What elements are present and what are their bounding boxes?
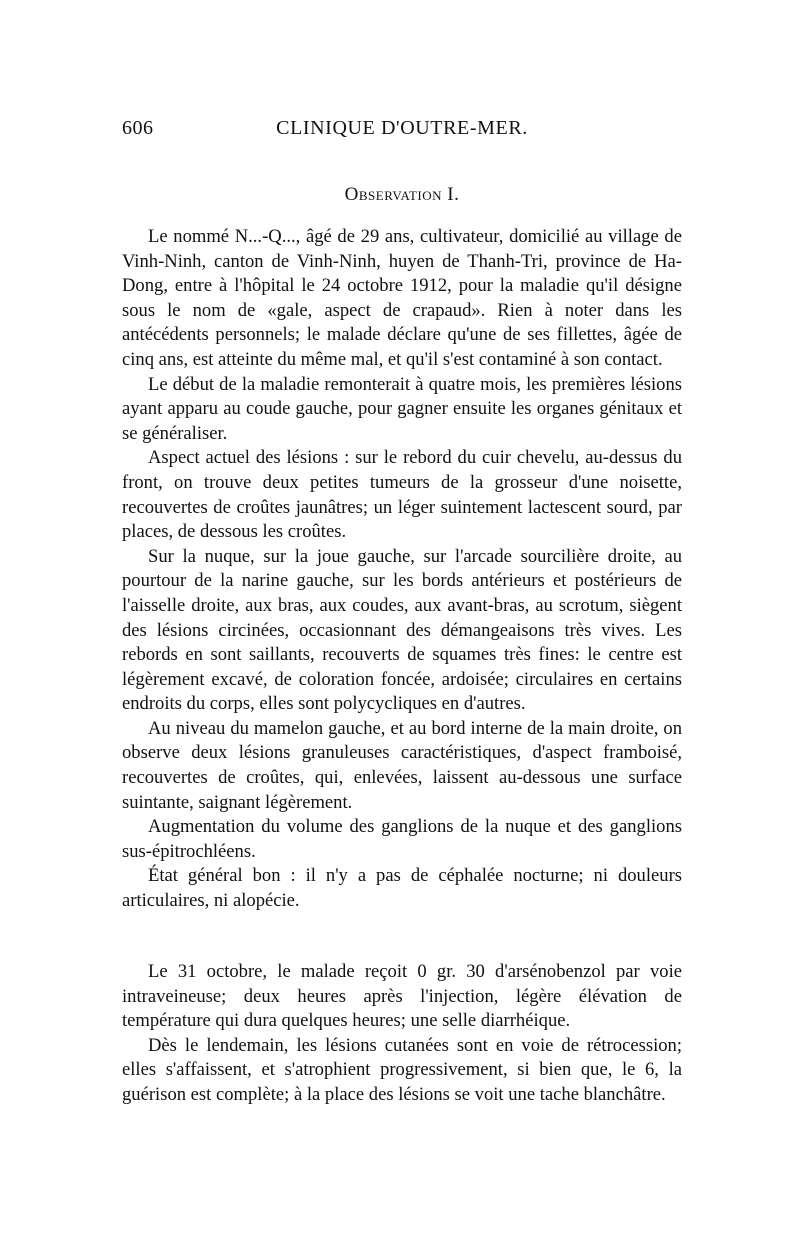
page-number: 606 (122, 117, 154, 139)
paragraph-current-aspect: Aspect actuel des lésions : sur le rebord du cuir chevelu, au-dessus du front, on trouve deux petites tumeurs de la grosseur d'une noisette, recouvertes de croûtes jaunâtres; un léger suintement lactescent sourd, par places, de dessous les croûtes. (122, 447, 682, 543)
paragraph-outcome: Dès le lendemain, les lésions cutanées sont en voie de rétrocession; elles s'affaissent, et s'atrophient progressivement, si bien que, le 6, la guérison est complète; à la place des lésions se voit une tache blanchâtre. (122, 1034, 682, 1105)
paragraph-circinate-lesions: Sur la nuque, sur la joue gauche, sur l'arcade sourcilière droite, au pourtour de la narine gauche, sur les bords antérieurs et postérieurs de l'aisselle droite, aux bras, aux coudes, aux avant-bras, au scrotum, siègent des lésions circinées, occasionnant des démangeaisons très vives. Les rebords en sont saillants, recouverts de squames très fines: le centre est légèrement excavé, de coloration foncée, ardoisée; circulaires en certains endroits du corps, elles sont polycycliques en d'autres. (122, 545, 682, 715)
observation-body (122, 225, 682, 914)
paragraph-granular-lesions: Au niveau du mamelon gauche, et au bord interne de la main droite, on observe deux lésions granuleuses caractéristiques, d'aspect framboisé, recouvertes de croûtes, qui, enlevées, laissent au-dessous une surface suintante, saignant légèrement. (122, 717, 682, 813)
paragraph-treatment: Le 31 octobre, le malade reçoit 0 gr. 30 d'arsénobenzol par voie intraveineuse; deux heures après l'injection, légère élévation de température qui dura quelques heures; une selle diarrhéique. (122, 961, 682, 1032)
paragraph-patient-history: Le nommé N...-Q..., âgé de 29 ans, cultivateur, domicilié au village de Vinh-Ninh, canton de Vinh-Ninh, huyen de Thanh-Tri, province de Ha-Dong, entre à l'hôpital le 24 octobre 1912, pour la maladie qu'il désigne sous le nom de «gale, aspect de crapaud». Rien à noter dans les antécédents personnels; le malade déclare qu'une de ses fillettes, âgée de cinq ans, est atteinte du même mal, et qu'il s'est contaminé à son contact. (122, 226, 682, 370)
treatment-body (122, 960, 682, 1108)
paragraph-general-state: État général bon : il n'y a pas de céphalée nocturne; ni douleurs articulaires, ni alopécie. (122, 865, 682, 912)
page-header (122, 117, 682, 141)
paragraph-onset: Le début de la maladie remonterait à quatre mois, les premières lésions ayant apparu au coude gauche, pour gagner ensuite les organes génitaux et se généraliser. (122, 373, 682, 444)
paragraph-ganglions: Augmentation du volume des ganglions de la nuque et des ganglions sus-épitrochléens. (122, 816, 682, 862)
observation-title: Observation I. (344, 184, 460, 205)
running-head: CLINIQUE D'OUTRE-MER. (276, 117, 528, 139)
